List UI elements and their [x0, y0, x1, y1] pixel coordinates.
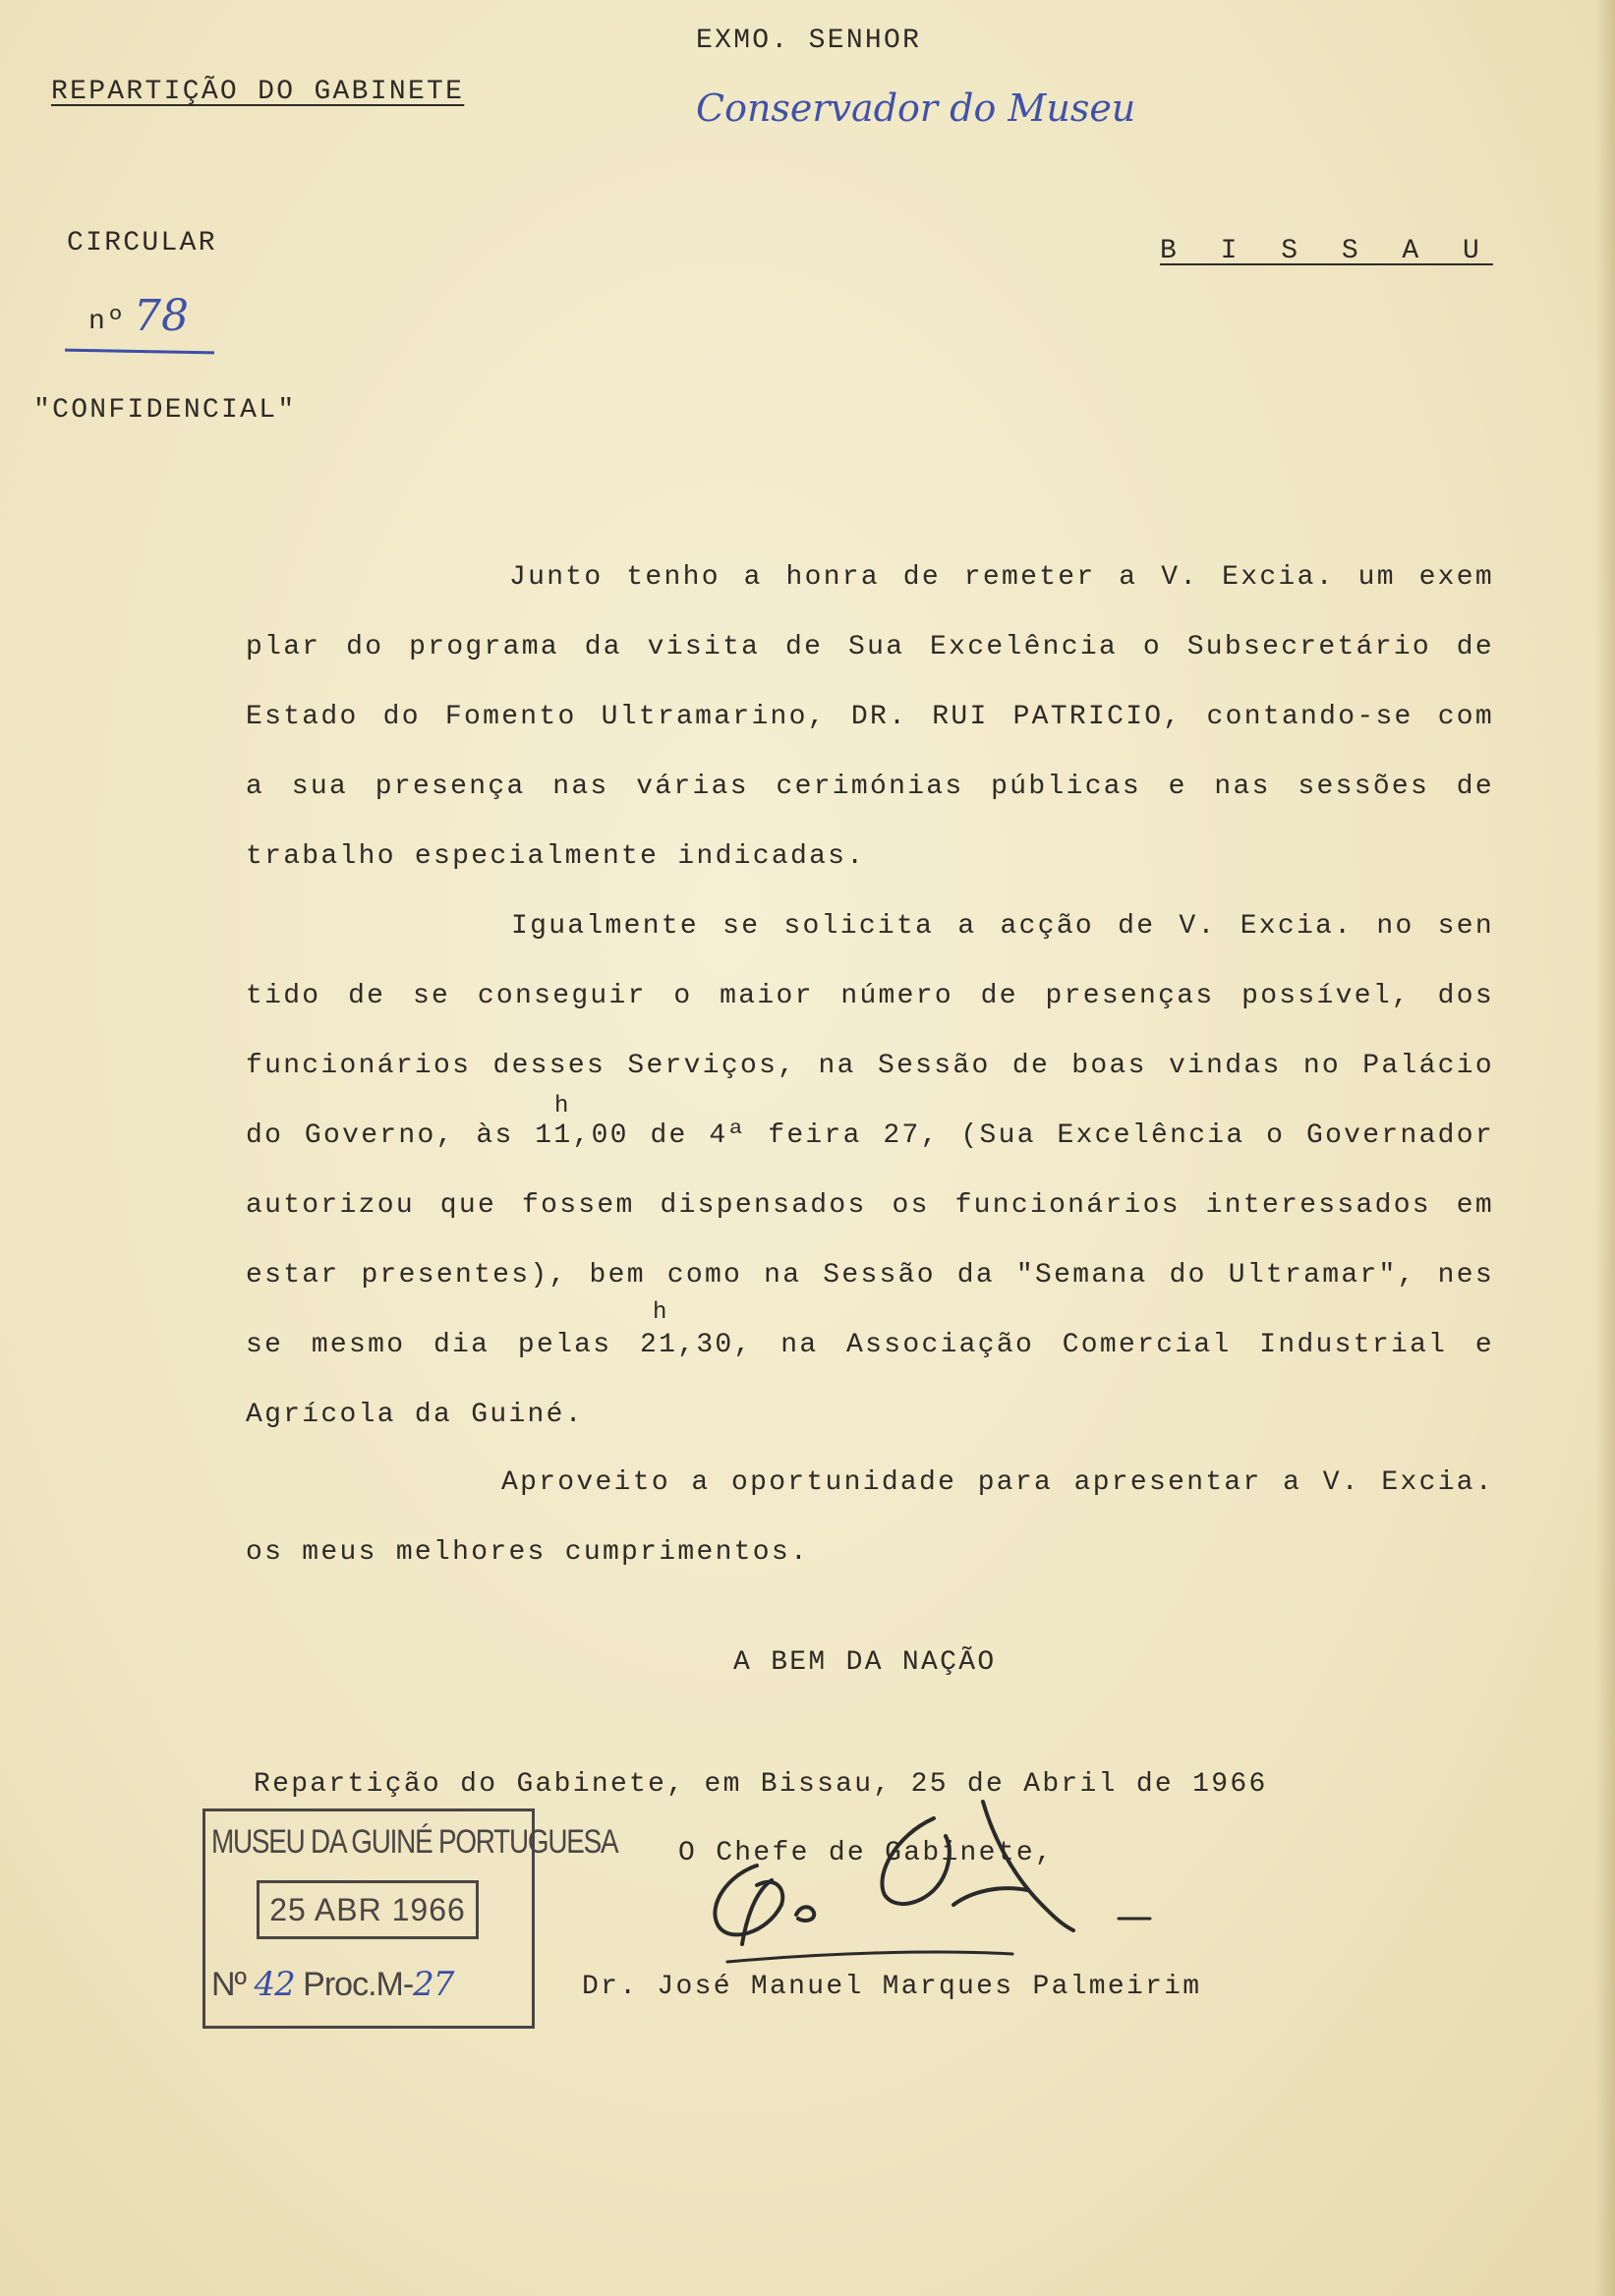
stamp-title: MUSEU DA GUINÉ PORTUGUESA — [211, 1823, 618, 1861]
signatory-role: O Chefe de Gabinete, — [678, 1838, 1055, 1868]
circular-label: CIRCULAR — [67, 228, 217, 258]
paragraph-line: tido de se conseguir o maior número de presenças possível, dos — [246, 981, 1494, 1011]
place-and-date: Repartição do Gabinete, em Bissau, 25 de Abril de 1966 — [254, 1769, 1268, 1800]
paragraph-line: Junto tenho a honra de remeter a V. Excia. um exem — [509, 562, 1494, 593]
stamp-number-label: Nº — [211, 1966, 246, 2003]
paragraph-line: trabalho especialmente indicadas. — [246, 841, 866, 872]
paragraph-1 — [246, 543, 1494, 891]
city-heading: B I S S A U — [1160, 236, 1493, 266]
addressee-title: EXMO. SENHOR — [696, 26, 922, 56]
paragraph-line: os meus melhores cumprimentos. — [246, 1537, 810, 1568]
stamp-proc-handwritten: 27 — [413, 1965, 454, 2004]
stamp-date: 25 ABR 1966 — [257, 1880, 479, 1939]
paper-edge-shadow — [1595, 0, 1615, 2296]
hour-superscript: h — [653, 1299, 667, 1326]
paragraph-3 — [246, 1448, 1494, 1587]
circular-number-prefix: nº — [88, 307, 127, 337]
paragraph-line: Estado do Fomento Ultramarino, DR. RUI PATRICIO, contando-se com — [246, 702, 1494, 732]
paragraph-line: a sua presença nas várias cerimónias públicas e nas sessões de — [246, 772, 1494, 802]
paragraph-2 — [246, 891, 1494, 1450]
stamp-number-row — [211, 1965, 453, 2004]
museum-receipt-stamp — [202, 1808, 618, 2029]
closing-motto: A BEM DA NAÇÃO — [733, 1647, 997, 1678]
paragraph-line: autorizou que fossem dispensados os funcionários interessados em — [246, 1190, 1494, 1221]
paragraph-line: Agrícola da Guiné. — [246, 1400, 584, 1430]
paragraph-line: plar do programa da visita de Sua Excelência o Subsecretário de — [246, 632, 1494, 662]
signatory-name: Dr. José Manuel Marques Palmeirim — [582, 1972, 1202, 2002]
circular-number-underline — [65, 349, 214, 355]
circular-number-handwritten: 78 — [134, 291, 189, 341]
paragraph-line: se mesmo dia pelas 21,30, na Associação Comercial Industrial e — [246, 1330, 1494, 1360]
paragraph-line: funcionários desses Serviços, na Sessão de boas vindas no Palácio — [246, 1051, 1494, 1081]
classification-label: "CONFIDENCIAL" — [33, 395, 297, 426]
paragraph-line: Igualmente se solicita a acção de V. Excia. no sen — [511, 911, 1494, 942]
stamp-number-handwritten: 42 — [254, 1965, 295, 2004]
addressee-handwritten: Conservador do Museu — [696, 86, 1136, 130]
paragraph-line: Aproveito a oportunidade para apresentar a V. Excia. — [501, 1467, 1494, 1498]
paragraph-line: estar presentes), bem como na Sessão da "Semana do Ultramar", nes — [246, 1260, 1494, 1291]
signature — [688, 1797, 1160, 1974]
paragraph-line: do Governo, às 11,00 de 4ª feira 27, (Sua Excelência o Governador — [246, 1120, 1494, 1151]
hour-superscript: h — [554, 1093, 569, 1119]
department-heading: REPARTIÇÃO DO GABINETE — [51, 77, 465, 107]
stamp-proc-label: Proc.M- — [303, 1966, 414, 2003]
